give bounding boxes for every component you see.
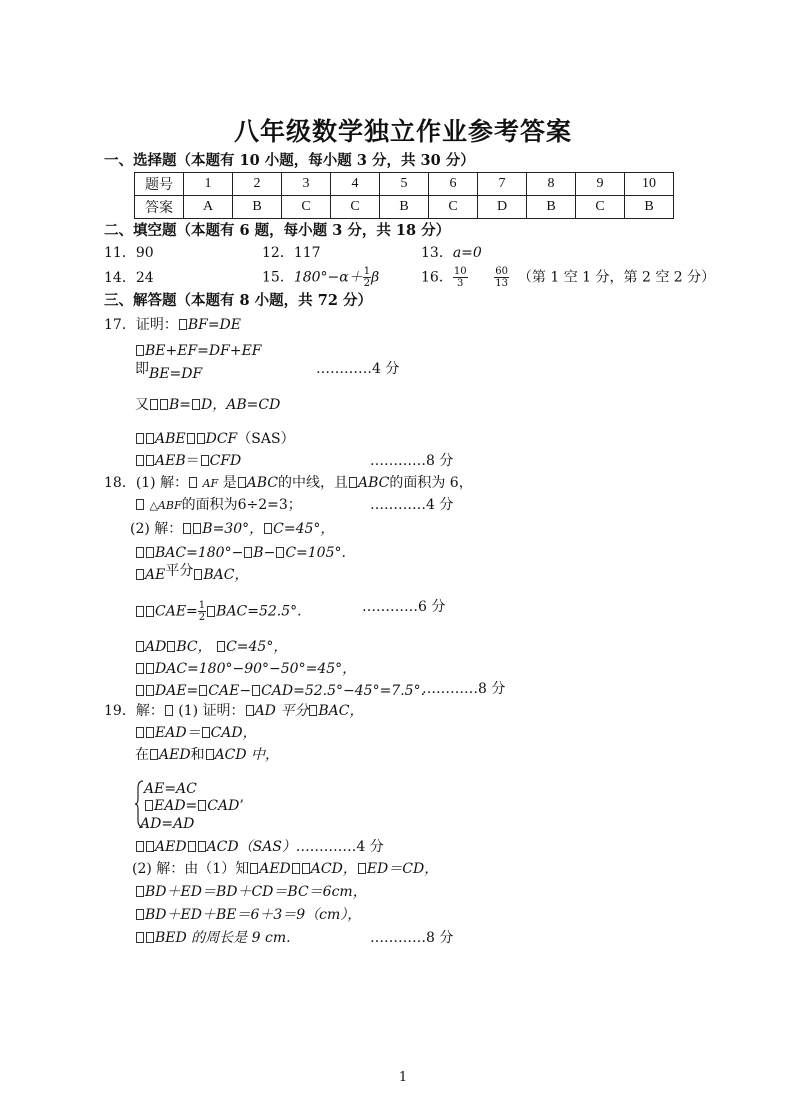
question-label: 18．(1) 解： [104, 475, 189, 491]
table-header-cell: 题号 [135, 173, 184, 196]
math-text: DAE= [155, 683, 199, 699]
math-text: C=45°， [226, 639, 288, 655]
denominator: 2 [198, 612, 206, 623]
fill-label: 16． [421, 269, 453, 286]
symbol-box [136, 499, 144, 510]
symbol-box [187, 433, 195, 444]
symbol-box [238, 477, 246, 488]
symbol-box [167, 641, 175, 652]
text: 是 [222, 475, 237, 491]
symbol-box [136, 932, 144, 943]
math-text: DCF [205, 431, 238, 447]
score-mark: …………4 分 [300, 839, 384, 855]
system-line-3 [140, 815, 194, 833]
symbol-box [199, 685, 207, 696]
page-title: 八年级数学独立作业参考答案 [233, 117, 572, 146]
math-text: BAC， [318, 703, 364, 719]
fraction [198, 600, 206, 623]
text: 的面积为 6， [389, 475, 473, 491]
symbol-box [292, 863, 300, 874]
math-text: EAD＝ [155, 725, 201, 741]
q18-line-4 [135, 544, 346, 562]
symbol-box [276, 547, 284, 558]
q17-line-3 [135, 360, 203, 382]
text: ＝ [185, 453, 200, 469]
symbol-box [188, 841, 196, 852]
math-text: B− [253, 545, 276, 561]
score-mark: …………4 分 [370, 497, 454, 513]
symbol-box [136, 841, 144, 852]
fraction [494, 266, 509, 289]
q19-line-8 [135, 929, 291, 947]
q18-line-9 [135, 682, 425, 700]
math-text: CAE= [155, 603, 198, 620]
symbol-box [146, 547, 154, 558]
symbol-box [150, 399, 158, 410]
symbol-box [146, 727, 154, 738]
fill-label: 15． [262, 269, 294, 286]
system-line-1 [144, 780, 197, 798]
fill-label: 13． [421, 245, 453, 261]
q19-line-2 [135, 724, 257, 742]
math-text: ED＝CD， [366, 861, 439, 877]
q18-line-1 [104, 474, 473, 493]
math-text: AD [145, 639, 167, 655]
math-text: ACD， [310, 861, 357, 877]
fill-answer-13 [421, 244, 482, 262]
math-text: BE+EF=DF+EF [145, 343, 262, 359]
text: 的中线，且 [277, 475, 348, 491]
fill-expression: 180°−α＋ [293, 269, 363, 286]
math-text: CAE− [208, 683, 252, 699]
q18-line-8 [135, 660, 356, 678]
fill-note: （第 1 空 1 分，第 2 空 2 分） [517, 269, 716, 286]
math-text: ACD 中， [214, 747, 280, 763]
math-text: BF=DE [187, 317, 242, 333]
symbol-box [193, 523, 201, 534]
symbol-box [201, 455, 209, 466]
table-cell: 9 [576, 173, 625, 196]
text: 又 [135, 397, 149, 413]
symbol-box [136, 909, 144, 920]
score-mark: …………8 分 [422, 681, 506, 697]
symbol-box [198, 800, 206, 811]
math-text: CAD， [210, 725, 257, 741]
symbol-box [136, 886, 144, 897]
symbol-box [136, 433, 144, 444]
fill-answer-11: 11．90 [104, 245, 154, 261]
symbol-box [309, 705, 317, 716]
math-text: AF [202, 477, 219, 490]
symbol-box [244, 547, 252, 558]
text: (2) 解：由（1）知 [132, 861, 250, 877]
symbol-box [145, 800, 153, 811]
math-text: BD＋ED＝BD＋CD＝BC＝6cm， [145, 884, 367, 900]
symbol-box [217, 641, 225, 652]
numerator: 60 [495, 266, 508, 277]
symbol-box [146, 841, 154, 852]
text: 在 [135, 747, 149, 763]
q17-line-2 [135, 342, 262, 360]
q17-line-1 [104, 316, 241, 334]
q18-line-7 [135, 638, 287, 656]
math-text: AE [145, 567, 166, 583]
math-text: BAC=180°− [155, 545, 244, 561]
q18-line-5 [135, 563, 249, 584]
table-row [135, 196, 674, 219]
q19-line-5 [132, 860, 438, 878]
math-text: ABC [246, 475, 278, 491]
table-cell: B [625, 196, 674, 219]
symbol-box [136, 685, 144, 696]
fill-value: a=0 [452, 245, 482, 261]
symbol-box [136, 663, 144, 674]
q18-line-6 [135, 600, 302, 623]
system-line-2: EAD= CAD’ [144, 797, 244, 815]
symbol-box [136, 641, 144, 652]
math-text: AEB [155, 453, 186, 469]
math-text: CAD=52.5°−45°=7.5°. [261, 683, 426, 699]
table-cell: C [282, 196, 331, 219]
symbol-box [146, 606, 154, 617]
denominator: 13 [495, 278, 508, 289]
table-cell: 6 [429, 173, 478, 196]
denominator: 2 [363, 278, 371, 289]
symbol-box [136, 455, 144, 466]
symbol-box [202, 727, 210, 738]
q17-line-5 [135, 430, 295, 448]
fill-answer-15 [262, 266, 379, 289]
symbol-box [207, 606, 215, 617]
choice-answer-table [134, 172, 674, 219]
numerator: 10 [453, 266, 467, 277]
symbol-box [136, 569, 144, 580]
score-mark: …………8 分 [370, 453, 454, 469]
math-text: AD 平分 [254, 703, 309, 719]
math-text: AE=AC [144, 781, 197, 797]
score-mark: …………4 分 [316, 361, 400, 377]
table-cell: 5 [380, 173, 429, 196]
q19-line-7 [135, 906, 361, 924]
text: 平分 [165, 563, 194, 579]
math-text: ACD（SAS）. [206, 839, 301, 855]
fill-expression-tail: β [371, 269, 380, 286]
q17-line-4 [135, 396, 280, 414]
symbol-box [349, 477, 357, 488]
table-cell: 1 [184, 173, 233, 196]
table-cell: 7 [478, 173, 527, 196]
symbol-box [358, 863, 366, 874]
numerator: 1 [363, 266, 371, 277]
table-cell: 2 [233, 173, 282, 196]
symbol-box [192, 399, 200, 410]
table-cell: 8 [527, 173, 576, 196]
symbol-box [146, 932, 154, 943]
table-cell: B [233, 196, 282, 219]
table-cell: 10 [625, 173, 674, 196]
math-text: △ABF [149, 499, 182, 512]
symbol-box [160, 399, 168, 410]
symbol-box [165, 705, 173, 716]
symbol-box [206, 749, 214, 760]
text: （SAS） [237, 431, 295, 447]
denominator: 3 [457, 278, 464, 289]
section-choice-heading: 一、选择题（本题有 10 小题，每小题 3 分，共 30 分） [104, 152, 475, 169]
symbol-box [146, 455, 154, 466]
table-cell: B [527, 196, 576, 219]
symbol-box [146, 433, 154, 444]
q19-line-1 [104, 702, 363, 720]
text: (2) 解： [130, 521, 183, 537]
math-text: ABC [357, 475, 390, 491]
score-mark: …………6 分 [362, 599, 446, 615]
symbol-box [246, 705, 254, 716]
table-cell: C [576, 196, 625, 219]
math-text: C=45°， [273, 521, 335, 537]
math-text: D，AB=CD [201, 397, 281, 413]
table-cell: D [478, 196, 527, 219]
table-cell: C [429, 196, 478, 219]
symbol-box [146, 663, 154, 674]
symbol-box [197, 433, 205, 444]
symbol-box [136, 606, 144, 617]
fill-answer-16 [421, 266, 715, 289]
math-text: CFD [209, 453, 242, 469]
fraction [453, 266, 468, 289]
question-label: 17．证明： [104, 317, 178, 333]
math-text: BC， [176, 639, 212, 655]
symbol-box [146, 685, 154, 696]
table-cell: C [331, 196, 380, 219]
q17-line-6 [135, 452, 241, 470]
symbol-box [150, 749, 158, 760]
text: 即 [135, 361, 149, 377]
q19-line-4 [135, 838, 384, 856]
question-label: 19．解： [104, 703, 164, 719]
text: 和 [190, 747, 205, 763]
symbol-box [189, 477, 197, 488]
math-text: 6÷2=3； [237, 497, 302, 513]
table-cell: B [380, 196, 429, 219]
math-text: CAD [207, 798, 240, 814]
page-number: 1 [398, 1070, 408, 1085]
symbol-box [194, 569, 202, 580]
numerator: 1 [198, 600, 206, 611]
table-cell: 3 [282, 173, 331, 196]
math-text: BAC=52.5°. [216, 603, 302, 620]
math-text: EAD= [154, 798, 198, 814]
math-text: B=30°， [202, 521, 264, 537]
q18-line-2 [135, 496, 302, 515]
q19-line-3 [135, 746, 279, 764]
fill-answer-12: 12．117 [262, 245, 321, 261]
symbol-box [136, 547, 144, 558]
symbol-box [136, 727, 144, 738]
table-row [135, 173, 674, 196]
symbol-box [302, 863, 310, 874]
table-cell: A [184, 196, 233, 219]
q18-line-3 [130, 520, 334, 538]
symbol-box [179, 319, 187, 330]
q19-line-6 [135, 883, 367, 901]
math-text: AED [159, 747, 191, 763]
math-text: C=105°. [285, 545, 346, 561]
text: (1) 证明： [178, 703, 245, 719]
math-text: BAC， [203, 567, 249, 583]
math-text: BED 的周长是 9 cm. [155, 930, 291, 946]
math-text: BD＋ED＋BE＝6＋3＝9（cm）， [145, 907, 362, 923]
math-text: DAC=180°−90°−50°=45°， [155, 661, 357, 677]
score-mark: …………8 分 [370, 930, 454, 946]
symbol-box [198, 841, 206, 852]
text: 的面积为 [181, 497, 238, 513]
symbol-box [252, 685, 260, 696]
symbol-box [183, 523, 191, 534]
table-cell: 4 [331, 173, 380, 196]
math-text: AD=AD [140, 816, 195, 832]
math-text: ABE [155, 431, 186, 447]
table-header-cell: 答案 [135, 196, 184, 219]
math-text: AED [155, 839, 187, 855]
symbol-box [264, 523, 272, 534]
section-fill-heading: 二、填空题（本题有 6 题，每小题 3 分，共 18 分） [104, 222, 451, 239]
math-text: B= [169, 397, 192, 413]
math-text: BE=DF [149, 366, 203, 382]
section-solve-heading: 三、解答题（本题有 8 小题，共 72 分） [104, 292, 372, 309]
symbol-box [136, 345, 144, 356]
fraction [363, 266, 371, 289]
fill-answer-14: 14．24 [104, 270, 154, 286]
math-text: AED [259, 861, 291, 877]
symbol-box [250, 863, 258, 874]
